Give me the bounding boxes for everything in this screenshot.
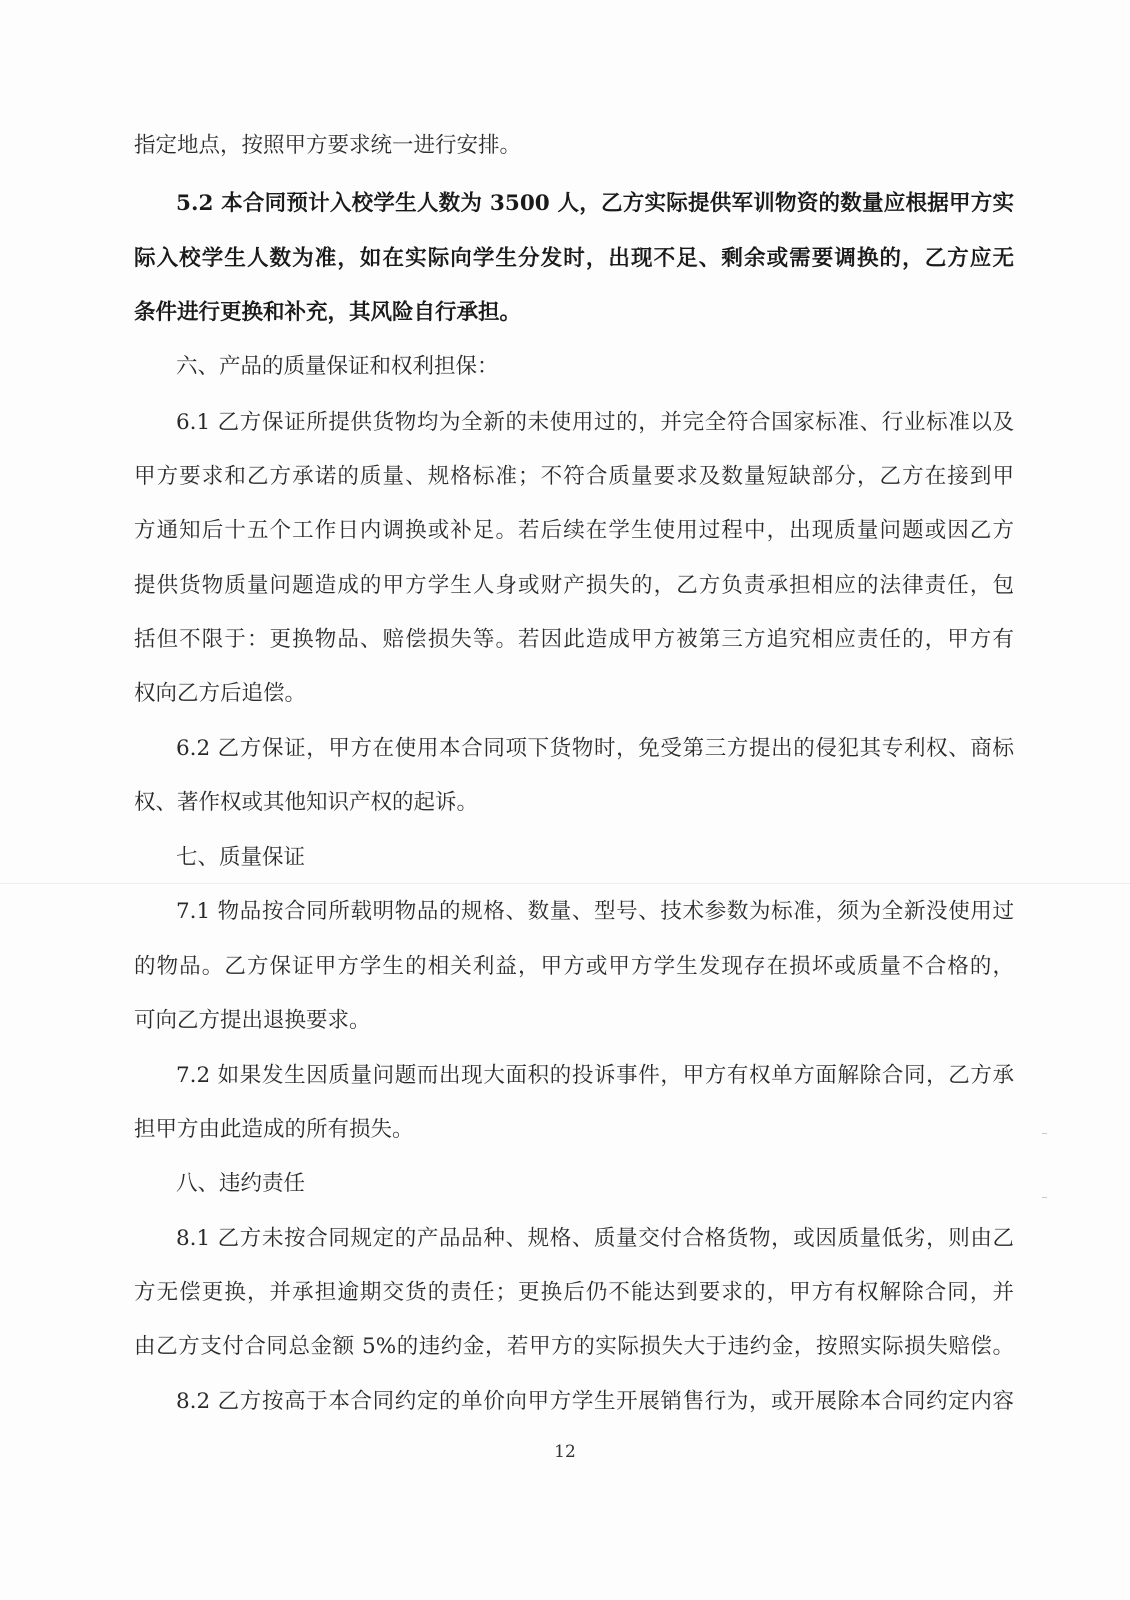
page-number: 12 [554, 1442, 576, 1462]
clause-7-1-line: 7.1 物品按合同所载明物品的规格、数量、型号、技术参数为标准，须为全新没使用过 [176, 899, 1014, 924]
clause-8-1-line: 8.1 乙方未按合同规定的产品品种、规格、质量交付合格货物，或因质量低劣，则由乙 [176, 1226, 1014, 1251]
scan-speck [1042, 1197, 1047, 1198]
text-line: 指定地点，按照甲方要求统一进行安排。 [134, 133, 522, 158]
clause-6-1-line: 6.1 乙方保证所提供货物均为全新的未使用过的，并完全符合国家标准、行业标准以及 [176, 410, 1014, 435]
clause-6-1-line: 括但不限于：更换物品、赔偿损失等。若因此造成甲方被第三方追究相应责任的，甲方有 [134, 627, 1014, 652]
clause-8-2-line: 8.2 乙方按高于本合同约定的单价向甲方学生开展销售行为，或开展除本合同约定内容 [176, 1389, 1014, 1414]
clause-6-1-line: 提供货物质量问题造成的甲方学生人身或财产损失的，乙方负责承担相应的法律责任，包 [134, 573, 1014, 598]
clause-5-2-line: 5.2 本合同预计入校学生人数为 3500 人，乙方实际提供军训物资的数量应根据甲方实 [176, 191, 1014, 216]
clause-6-1-line: 方通知后十五个工作日内调换或补足。若后续在学生使用过程中，出现质量问题或因乙方 [134, 518, 1014, 543]
clause-5-2-line: 际入校学生人数为准，如在实际向学生分发时，出现不足、剩余或需要调换的，乙方应无 [134, 246, 1014, 271]
clause-6-1-line: 甲方要求和乙方承诺的质量、规格标准；不符合质量要求及数量短缺部分，乙方在接到甲 [134, 464, 1014, 489]
clause-6-2-line: 6.2 乙方保证，甲方在使用本合同项下货物时，免受第三方提出的侵犯其专利权、商标 [176, 736, 1014, 761]
clause-7-1-line: 可向乙方提出退换要求。 [134, 1008, 371, 1033]
scan-speck [1042, 1133, 1047, 1134]
clause-6-2-line: 权、著作权或其他知识产权的起诉。 [134, 790, 479, 815]
section-heading-8: 八、违约责任 [176, 1171, 306, 1196]
section-heading-7: 七、质量保证 [176, 845, 306, 870]
clause-7-2-line: 担甲方由此造成的所有损失。 [134, 1117, 414, 1142]
clause-7-2-line: 7.2 如果发生因质量问题而出现大面积的投诉事件，甲方有权单方面解除合同，乙方承 [176, 1063, 1014, 1088]
clause-8-1-line: 方无偿更换，并承担逾期交货的责任；更换后仍不能达到要求的，甲方有权解除合同，并 [134, 1280, 1014, 1305]
clause-8-1-line: 由乙方支付合同总金额 5%的违约金，若甲方的实际损失大于违约金，按照实际损失赔偿。 [134, 1334, 1014, 1359]
section-heading-6: 六、产品的质量保证和权利担保： [176, 354, 499, 379]
clause-6-1-line: 权向乙方后追偿。 [134, 681, 307, 706]
clause-7-1-line: 的物品。乙方保证甲方学生的相关利益，甲方或甲方学生发现存在损坏或质量不合格的， [134, 954, 1014, 979]
scan-artifact-line [0, 883, 1130, 884]
clause-5-2-line: 条件进行更换和补充，其风险自行承担。 [134, 300, 522, 325]
